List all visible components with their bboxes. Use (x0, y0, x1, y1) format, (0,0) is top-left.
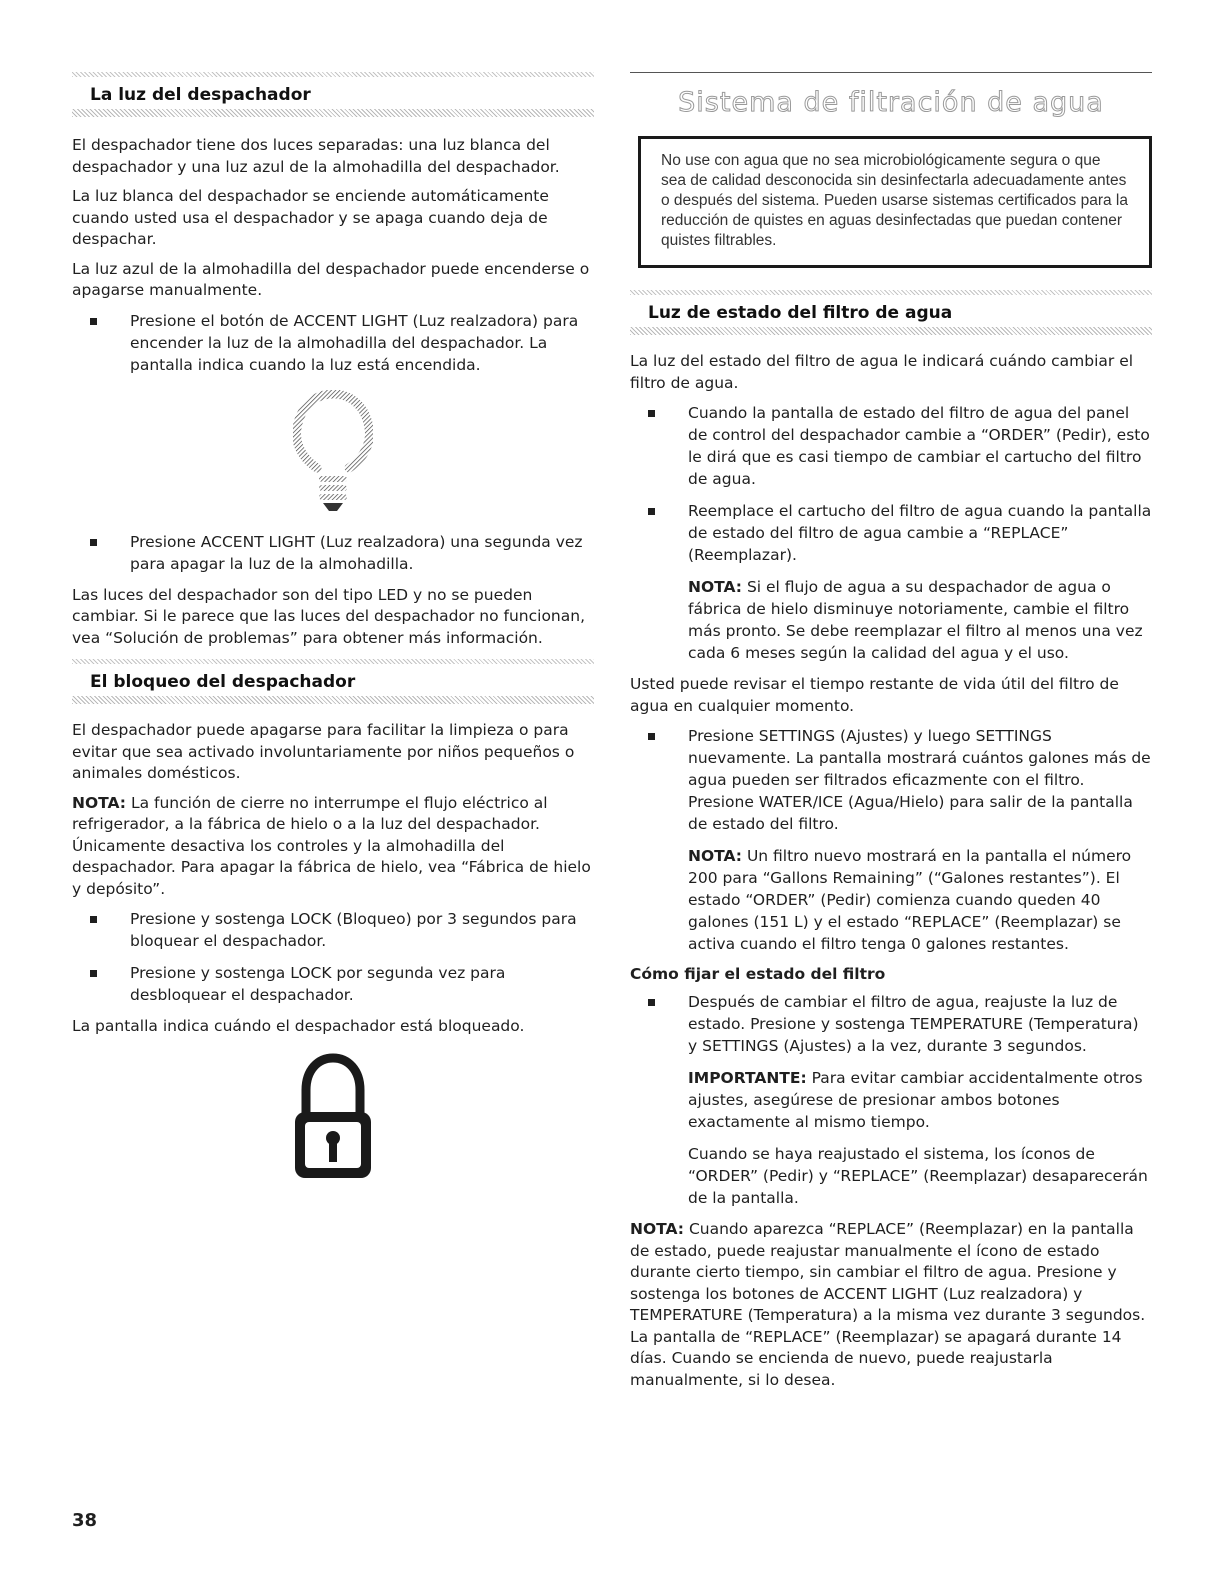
note-text: Un filtro nuevo mostrará en la pantalla el número 200 para “Gallons Remaining” (“Galones restantes”). El estado “ORDER” (Pedir) comienza cuando queden 40 galones (151 L) y el estado “REPLACE” (Reemplazar) se activa cuando el filtro tenga 0 galones restantes. (688, 847, 1132, 953)
paragraph: El despachador puede apagarse para facilitar la limpieza o para evitar que sea activado involuntariamente por niños pequeños o animales domésticos. (72, 721, 575, 782)
page-number: 38 (72, 1510, 98, 1531)
bullet-text: Presione SETTINGS (Ajustes) y luego SETTINGS nuevamente. La pantalla mostrará cuántos galones más de agua pueden ser filtrados eficazmente con el filtro. Presione WATER/ICE (Agua/Hielo) para salir de la pantalla de estado del filtro. (688, 727, 1151, 833)
padlock-icon (290, 1052, 376, 1182)
section-divider (72, 109, 594, 117)
bullet-text: Presione ACCENT LIGHT (Luz realzadora) una segunda vez para apagar la luz de la almohadilla. (130, 532, 583, 573)
left-column (72, 72, 594, 1198)
subheading-reset-filter: Cómo fijar el estado del filtro (630, 965, 886, 983)
section-divider (72, 659, 594, 664)
bullet-item (90, 908, 594, 952)
note-text: Cuando aparezca “REPLACE” (Reemplazar) en la pantalla de estado, puede reajustar manualmente el ícono de estado durante cierto tiempo, sin cambiar el filtro de agua. Presione y sostenga los botones de ACCENT LIGHT (Luz realzadora) y TEMPERATURE (Temperatura) a la misma vez durante 3 segundos. La pantalla de “REPLACE” (Reemplazar) se apagará durante 14 días. Cuando se encienda de nuevo, puede reajustarla manualmente, si lo desea. (630, 1220, 1146, 1389)
paragraph: La luz azul de la almohadilla del despachador puede encenderse o apagarse manualmente. (72, 259, 590, 299)
note-paragraph (648, 845, 1152, 955)
paragraph: La luz del estado del filtro de agua le indicará cuándo cambiar el filtro de agua. (630, 352, 1134, 392)
note-text: La función de cierre no interrumpe el flujo eléctrico al refrigerador, a la fábrica de hielo o a la luz del despachador. Únicamente desactiva los controles y la almohadilla del despachador. Para apagar la fábrica de hielo, vea “Fábrica de hielo y depósito”. (72, 793, 591, 898)
section-title-dispenser-light: La luz del despachador (90, 85, 311, 105)
bullet-square-icon (90, 318, 97, 325)
bullet-item (90, 531, 594, 575)
bullet-item (90, 310, 594, 376)
section-divider (630, 327, 1152, 335)
bullet-square-icon (90, 970, 97, 977)
right-column (630, 72, 1152, 1399)
light-bulb-icon (293, 390, 373, 515)
paragraph: Cuando se haya reajustado el sistema, los íconos de “ORDER” (Pedir) y “REPLACE” (Reemplazar) desaparecerán de la pantalla. (688, 1145, 1148, 1207)
bullet-text: Presione el botón de ACCENT LIGHT (Luz realzadora) para encender la luz de la almohadilla del despachador. La pantalla indica cuando la luz está encendida. (130, 311, 579, 374)
light-bulb-figure (72, 390, 594, 515)
note-paragraph (648, 576, 1152, 664)
paragraph: La pantalla indica cuándo el despachador está bloqueado. (72, 1017, 525, 1035)
important-label: IMPORTANTE: (688, 1069, 807, 1087)
warning-box: No use con agua que no sea microbiológicamente segura o que sea de calidad desconocida sin desinfectarla adecuadamente antes o después del sistema. Pueden usarse sistemas certificados para la reducción de quistes en aguas desinfectadas que puedan contener quistes filtrables. (638, 136, 1152, 268)
bullet-square-icon (648, 410, 655, 417)
note-label: NOTA: (688, 847, 743, 865)
section-divider (630, 290, 1152, 295)
note-label: NOTA: (688, 578, 743, 596)
note-label: NOTA: (72, 793, 127, 812)
note-paragraph (630, 1219, 1152, 1391)
bullet-text: Presione y sostenga LOCK (Bloqueo) por 3 segundos para bloquear el despachador. (130, 910, 577, 950)
bullet-square-icon (648, 508, 655, 515)
paragraph: El despachador tiene dos luces separadas: una luz blanca del despachador y una luz azul de la almohadilla del despachador. (72, 136, 560, 176)
paragraph: Usted puede revisar el tiempo restante de vida útil del filtro de agua en cualquier momento. (630, 675, 1119, 715)
section-divider (72, 72, 594, 77)
section-title-dispenser-lock: El bloqueo del despachador (90, 672, 356, 692)
section-title-filter-status: Luz de estado del filtro de agua (648, 303, 953, 323)
important-text: Para evitar cambiar accidentalmente otros ajustes, asegúrese de presionar ambos botones exactamente al mismo tiempo. (688, 1069, 1143, 1131)
bullet-square-icon (648, 999, 655, 1006)
bullet-text: Presione y sostenga LOCK por segunda vez para desbloquear el despachador. (130, 964, 506, 1004)
paragraph: La luz blanca del despachador se enciende automáticamente cuando usted usa el despachador y se apaga cuando deja de despachar. (72, 187, 549, 248)
chapter-title: Sistema de filtración de agua (678, 87, 1104, 118)
bullet-square-icon (90, 539, 97, 546)
note-paragraph (72, 793, 594, 901)
important-paragraph (648, 1067, 1152, 1133)
top-rule (630, 72, 1152, 73)
paragraph: Las luces del despachador son del tipo LED y no se pueden cambiar. Si le parece que las luces del despachador no funcionan, vea “Solución de problemas” para obtener más información. (72, 585, 586, 647)
bullet-square-icon (648, 733, 655, 740)
padlock-figure (72, 1052, 594, 1182)
bullet-square-icon (90, 916, 97, 923)
bullet-text: Reemplace el cartucho del filtro de agua cuando la pantalla de estado del filtro de agua cambie a “REPLACE” (Reemplazar). (688, 502, 1152, 564)
bullet-text: Cuando la pantalla de estado del filtro de agua del panel de control del despachador cambie a “ORDER” (Pedir), esto le dirá que es casi tiempo de cambiar el cartucho del filtro de agua. (688, 404, 1150, 488)
bullet-item (648, 402, 1152, 490)
bullet-item (648, 500, 1152, 566)
bullet-item (648, 991, 1152, 1057)
bullet-item (648, 725, 1152, 835)
section-divider (72, 696, 594, 704)
bullet-text: Después de cambiar el filtro de agua, reajuste la luz de estado. Presione y sostenga TEMPERATURE (Temperatura) y SETTINGS (Ajustes) a la vez, durante 3 segundos. (688, 993, 1139, 1055)
note-label: NOTA: (630, 1220, 685, 1238)
bullet-item (90, 962, 594, 1006)
note-text: Si el flujo de agua a su despachador de agua o fábrica de hielo disminuye notoriamente, cambie el filtro más pronto. Se debe reemplazar el filtro al menos una vez cada 6 meses según la calidad del agua y el uso. (688, 578, 1143, 662)
